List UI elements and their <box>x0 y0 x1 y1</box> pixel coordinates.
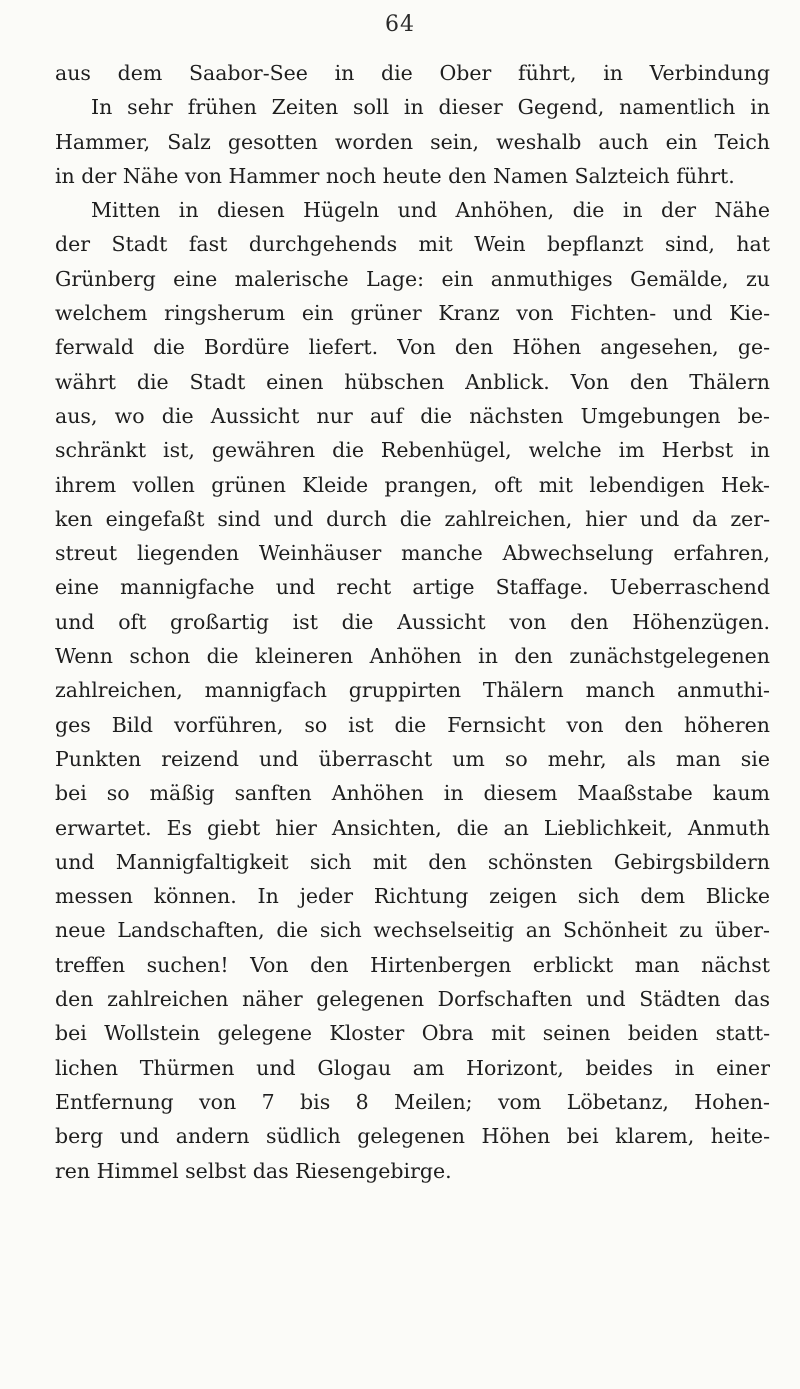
text-line: währt die Stadt einen hübschen Anblick. Von den Thälern <box>55 369 770 394</box>
text-line: bei so mäßig sanften Anhöhen in diesem Maaßstabe kaum <box>55 781 770 806</box>
body-text <box>55 56 770 1188</box>
text-line: erwartet. Es giebt hier Ansichten, die an Lieblichkeit, Anmuth <box>55 815 770 840</box>
text-line: Hammer, Salz gesotten worden sein, weshalb auch ein Teich <box>55 129 770 154</box>
text-line: zahlreichen, mannigfach gruppirten Thälern manch anmuthi- <box>55 678 770 703</box>
text-line: ges Bild vorführen, so ist die Fernsicht von den höheren <box>55 712 770 737</box>
text-line: Grünberg eine malerische Lage: ein anmuthiges Gemälde, zu <box>55 266 770 291</box>
text-line: welchem ringsherum ein grüner Kranz von Fichten- und Kie- <box>55 301 770 326</box>
text-line: den zahlreichen näher gelegenen Dorfschaften und Städten das <box>55 987 770 1012</box>
page-number: 64 <box>385 12 415 37</box>
text-line: aus, wo die Aussicht nur auf die nächsten Umgebungen be- <box>55 403 770 428</box>
text-line: messen können. In jeder Richtung zeigen sich dem Blicke <box>55 884 770 909</box>
text-line: ihrem vollen grünen Kleide prangen, oft mit lebendigen Hek- <box>55 472 770 497</box>
text-line: berg und andern südlich gelegenen Höhen bei klarem, heite- <box>55 1124 770 1149</box>
text-line: und Mannigfaltigkeit sich mit den schönsten Gebirgsbildern <box>55 849 770 874</box>
text-line: schränkt ist, gewähren die Rebenhügel, welche im Herbst in <box>55 438 770 463</box>
text-line: In sehr frühen Zeiten soll in dieser Gegend, namentlich in <box>91 95 770 120</box>
text-line: in der Nähe von Hammer noch heute den Namen Salzteich führt. <box>55 163 735 188</box>
text-line: neue Landschaften, die sich wechselseitig an Schönheit zu über- <box>55 918 770 943</box>
text-line: ren Himmel selbst das Riesengebirge. <box>55 1158 452 1183</box>
text-line: und oft großartig ist die Aussicht von den Höhenzügen. <box>55 609 770 634</box>
text-line: aus dem Saabor-See in die Ober führt, in Verbindung <box>55 61 770 85</box>
text-line: bei Wollstein gelegene Kloster Obra mit seinen beiden statt- <box>55 1021 770 1046</box>
text-line: lichen Thürmen und Glogau am Horizont, beides in einer <box>55 1055 770 1080</box>
text-line: Mitten in diesen Hügeln und Anhöhen, die in der Nähe <box>91 198 770 223</box>
text-line: eine mannigfache und recht artige Staffage. Ueberraschend <box>55 575 770 600</box>
text-line: der Stadt fast durchgehends mit Wein bepflanzt sind, hat <box>55 232 770 257</box>
text-line: ken eingefaßt sind und durch die zahlreichen, hier und da zer- <box>55 506 770 531</box>
text-line: Punkten reizend und überrascht um so mehr, als man sie <box>55 746 770 771</box>
text-line: ferwald die Bordüre liefert. Von den Höhen angesehen, ge- <box>55 335 770 360</box>
text-line: streut liegenden Weinhäuser manche Abwechselung erfahren, <box>55 541 770 566</box>
text-line: treffen suchen! Von den Hirtenbergen erblickt man nächst <box>55 952 770 977</box>
text-line: Wenn schon die kleineren Anhöhen in den zunächstgelegenen <box>55 644 770 669</box>
text-line: Entfernung von 7 bis 8 Meilen; vom Löbetanz, Hohen- <box>55 1089 770 1114</box>
